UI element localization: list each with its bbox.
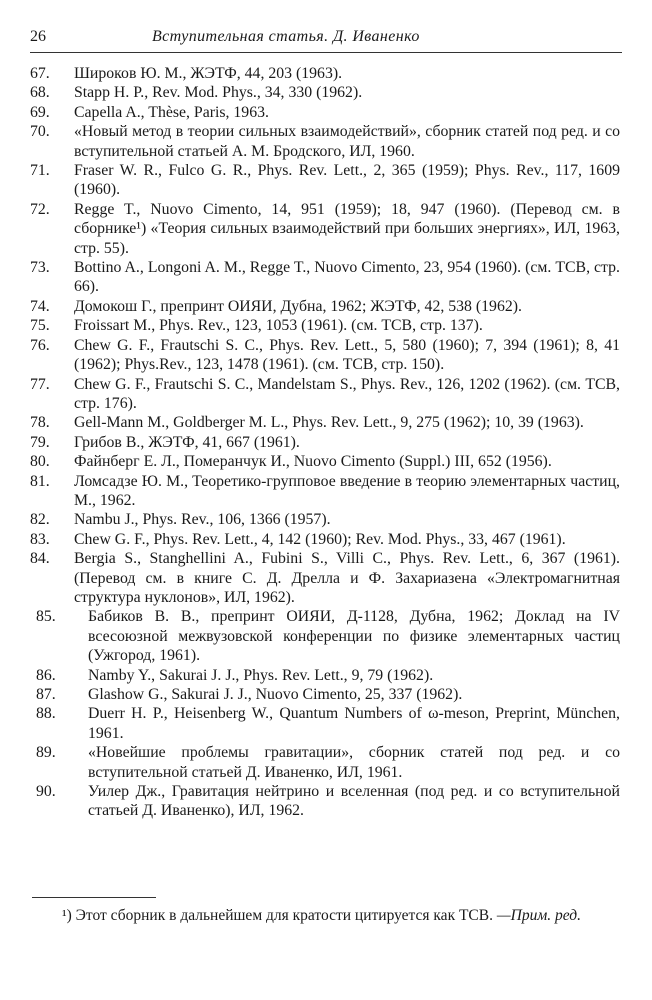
reference-text: Gell-Mann M., Goldberger M. L., Phys. Rev. Lett., 9, 275 (1962); 10, 39 (1963). <box>74 414 584 432</box>
reference-item <box>30 161 620 200</box>
reference-number: 86. <box>36 666 56 684</box>
footnote-rule <box>32 897 156 898</box>
reference-item <box>30 433 620 452</box>
reference-number: 80. <box>30 453 50 471</box>
reference-item <box>30 452 620 471</box>
reference-text: Bergia S., Stanghellini A., Fubini S., Villi C., Phys. Rev. Lett., 6, 367 (1961). (Перевод см. в книге С. Д. Дрелла и Ф. Захариазена «Электромагнитная структура нуклонов», ИЛ, 1962). <box>74 550 620 606</box>
reference-text: Chew G. F., Frautschi S. C., Mandelstam S., Phys. Rev., 126, 1202 (1962). (см. ТСВ, стр. 176). <box>74 375 620 412</box>
reference-item <box>30 549 620 607</box>
reference-item <box>30 258 620 297</box>
reference-text: Fraser W. R., Fulco G. R., Phys. Rev. Lett., 2, 365 (1959); Phys. Rev., 117, 1609 (1960). <box>74 162 620 199</box>
reference-item <box>30 103 620 122</box>
reference-item <box>30 510 620 529</box>
reference-number: 90. <box>36 783 56 801</box>
reference-text: Capella A., Thèse, Paris, 1963. <box>74 103 269 121</box>
reference-text: Бабиков В. В., препринт ОИЯИ, Д-1128, Дубна, 1962; Доклад на IV всесоюзной межвузовской конференции по физике элементарных частиц (Ужгород, 1961). <box>88 608 620 665</box>
reference-item <box>30 122 620 161</box>
reference-number: 74. <box>30 297 50 315</box>
reference-number: 87. <box>36 686 56 703</box>
reference-item <box>30 607 620 665</box>
reference-text: Froissart M., Phys. Rev., 123, 1053 (1961). (см. ТСВ, стр. 137). <box>74 317 483 335</box>
reference-text: Nambu J., Phys. Rev., 106, 1366 (1957). <box>74 511 331 529</box>
reference-number: 73. <box>30 259 50 277</box>
reference-number: 89. <box>36 744 56 762</box>
reference-item <box>30 782 620 821</box>
page-header <box>30 26 622 50</box>
reference-number: 71. <box>30 162 50 180</box>
reference-number: 88. <box>36 705 56 723</box>
reference-number: 84. <box>30 550 50 568</box>
reference-item <box>30 743 620 782</box>
reference-text: Bottino A., Longoni A. M., Regge T., Nuovo Cimento, 23, 954 (1960). (см. ТСВ, стр. 66). <box>74 259 620 296</box>
reference-item <box>30 704 620 743</box>
reference-item <box>30 685 620 704</box>
reference-text: Грибов В., ЖЭТФ, 41, 667 (1961). <box>74 433 300 451</box>
reference-text: Duerr H. P., Heisenberg W., Quantum Numbers of ω-meson, Preprint, München, 1961. <box>88 705 620 742</box>
reference-text: «Новый метод в теории сильных взаимодействий», сборник статей под ред. и со вступительной статьей А. М. Бродского, ИЛ, 1960. <box>74 123 620 160</box>
footnote-text: ¹) Этот сборник в дальнейшем для кратости цитируется как ТСВ. <box>62 907 493 924</box>
reference-text: Chew G. F., Frautschi S. C., Phys. Rev. Lett., 5, 580 (1960); 7, 394 (1961); 8, 41 (1962); Phys.Rev., 123, 1478 (1961). (см. ТСВ, стр. 150). <box>74 336 620 374</box>
reference-item <box>30 375 620 414</box>
reference-text: Regge T., Nuovo Cimento, 14, 951 (1959); 18, 947 (1960). (Перевод см. в сборнике¹) «Теория сильных взаимодействий при больших энергиях», ИЛ, 1963, стр. 55). <box>74 200 620 257</box>
reference-number: 72. <box>30 200 50 218</box>
reference-item <box>30 666 620 685</box>
reference-text: Namby Y., Sakurai J. J., Phys. Rev. Lett., 9, 79 (1962). <box>88 666 434 684</box>
reference-item <box>30 297 620 316</box>
reference-text: Ломсадзе Ю. М., Теоретико-групповое введение в теорию элементарных частиц, М., 1962. <box>74 472 620 509</box>
reference-item <box>30 316 620 335</box>
footnote-signature: —Прим. ред. <box>496 907 581 924</box>
reference-text: Stapp H. P., Rev. Mod. Phys., 34, 330 (1962). <box>74 84 363 102</box>
reference-text: Файнберг Е. Л., Померанчук И., Nuovo Cimento (Suppl.) III, 652 (1956). <box>74 453 552 471</box>
reference-item <box>30 413 620 432</box>
reference-number: 78. <box>30 414 50 432</box>
reference-number: 82. <box>30 511 50 529</box>
reference-number: 81. <box>30 472 50 490</box>
reference-item <box>30 200 620 258</box>
reference-number: 75. <box>30 317 50 335</box>
reference-text: Chew G. F., Phys. Rev. Lett., 4, 142 (1960); Rev. Mod. Phys., 33, 467 (1961). <box>74 530 566 548</box>
reference-number: 70. <box>30 123 50 141</box>
reference-list <box>30 64 620 821</box>
reference-text: Широков Ю. М., ЖЭТФ, 44, 203 (1963). <box>74 65 343 82</box>
reference-text: Glashow G., Sakurai J. J., Nuovo Cimento, 25, 337 (1962). <box>88 686 463 703</box>
footnote <box>32 906 620 926</box>
reference-number: 83. <box>30 530 50 548</box>
reference-text: «Новейшие проблемы гравитации», сборник статей под ред. и со вступительной статьей Д. Иваненко, ИЛ, 1961. <box>88 744 620 781</box>
running-title: Вступительная статья. Д. Иваненко <box>152 28 420 45</box>
reference-number: 69. <box>30 103 50 121</box>
reference-item <box>30 64 620 83</box>
reference-number: 79. <box>30 433 50 451</box>
reference-number: 85. <box>36 608 56 626</box>
reference-text: Уилер Дж., Гравитация нейтрино и вселенная (под ред. и со вступительной статьей Д. Иваненко), ИЛ, 1962. <box>88 783 620 820</box>
reference-number: 68. <box>30 84 50 102</box>
reference-number: 76. <box>30 336 50 354</box>
reference-item <box>30 530 620 549</box>
reference-item <box>30 83 620 102</box>
reference-item <box>30 336 620 375</box>
page-number: 26 <box>30 28 46 45</box>
reference-number: 67. <box>30 65 50 82</box>
reference-item <box>30 472 620 511</box>
reference-number: 77. <box>30 375 50 393</box>
header-rule <box>30 52 622 53</box>
reference-text: Домокош Г., препринт ОИЯИ, Дубна, 1962; ЖЭТФ, 42, 538 (1962). <box>74 297 522 315</box>
